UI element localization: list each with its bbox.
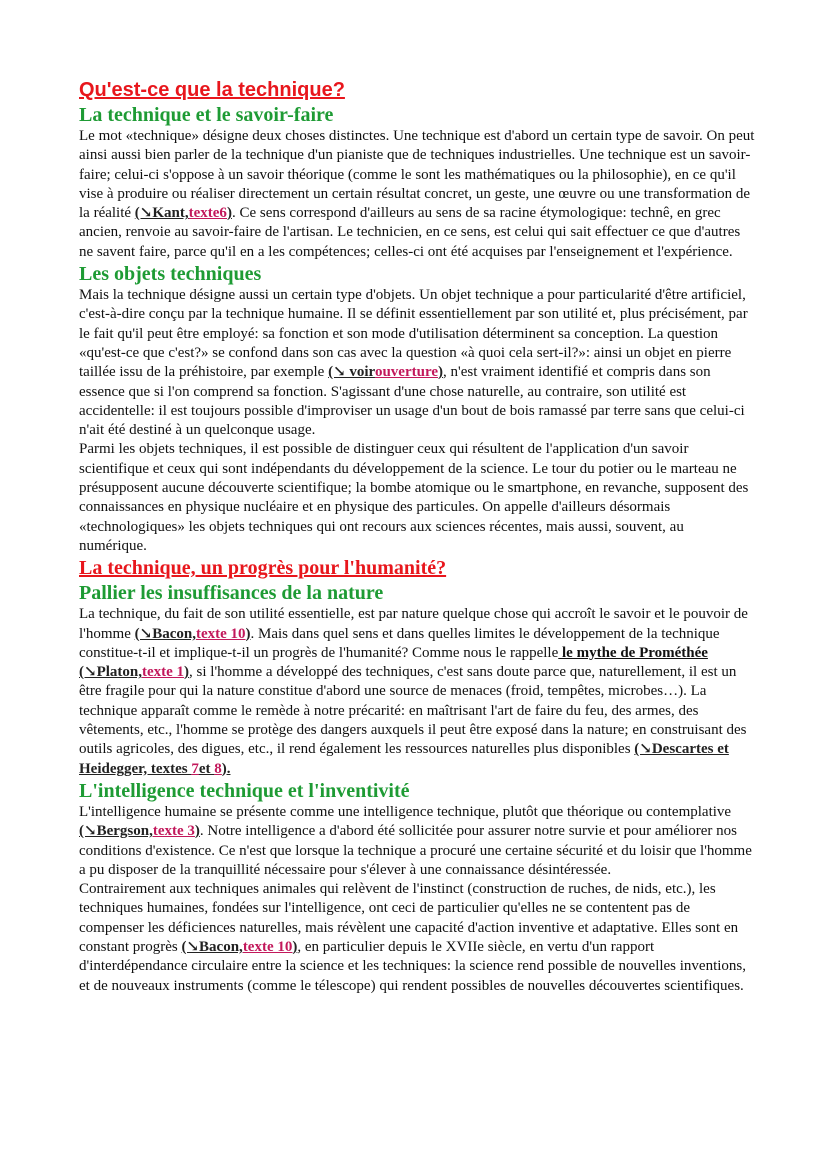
link-texte-8[interactable]: 8 <box>214 760 222 777</box>
ref-author: (↘ voir <box>328 364 375 381</box>
text: . Ce sens correspond d'ailleurs au sens de sa racine étymologique: technê, en grec ancien, renvoie au savoir-faire de l'artisan. Le technicien, en ce sens, est celui qui sait effectuer ce que d'autres ne savent faire, parce qu'il en a les compétences; celles-ci ont été acquises par l'enseignement et l'expérience. <box>79 205 741 260</box>
text: Le mot «technique» désigne deux choses distinctes. Une technique est d'abord un certain type de savoir. On peut ainsi aussi bien parler de la technique d'un pianiste que de techniques industrielles. Une technique est un savoir-faire; celui-ci s'oppose à un savoir théorique (comme le sont les mathématiques ou la philosophie), en ce qu'il vise à produire ou réaliser directement un certain résultat concret, un geste, une œuvre ou une transformation de la réalité <box>79 128 755 222</box>
subheading-objets-techniques: Les objets techniques <box>79 263 262 286</box>
reference-bergson[interactable] <box>79 823 200 839</box>
text: , si l'homme a développé des techniques, c'est sans doute parce que, naturellement, il est un être fragile pour qui la nature constitue d'abord une source de menaces (froid, tempêtes, microbes…). La technique apparaît comme le remède à notre précarité: en maîtrisant l'art de faire du feu, des armes, des vêtements, etc., l'homme se protège des dangers auxquels il peut être exposé dans la nature; en construisant des outils agricoles, des digues, etc., il rend également les ressources naturelles plus disponibles <box>79 664 747 758</box>
text: , en particulier depuis le XVIIe siècle, en vertu d'un rapport d'interdépendance circulaire entre la science et les techniques: la science rend possible de nouvelles inventions, et de nouveaux instruments (comme le télescope) qui rendent possibles de nouvelles découvertes scientifiques. <box>79 938 747 994</box>
myth-promethee[interactable]: le mythe de Prométhée <box>558 644 708 661</box>
ref-author: (↘Bacon, <box>181 938 243 955</box>
ref-close: ) <box>184 664 190 681</box>
subheading-savoir-faire: La technique et le savoir-faire <box>79 104 334 126</box>
text: . Mais dans quel sens et dans quelles limites le développement de la technique constitue-t-il et implique-t-il un progrès de l'humanité? Comme nous le rappelle <box>79 625 720 661</box>
link-texte-7[interactable]: 7 <box>191 760 199 777</box>
reference-voir-ouverture[interactable] <box>328 364 443 380</box>
ref-mid: et <box>198 760 215 777</box>
paragraph-objets-technologiques: Parmi les objets techniques, il est possible de distinguer ceux qui résultent de l'application d'un savoir scientifique et ceux qui sont indépendants du développement de la science. Le tour du potier ou le marteau ne présupposent aucune découverte scientifique; la bombe atomique ou le smartphone, en revanche, supposent des connaissances en physique nucléaire et en physique des particules. On appelle d'ailleurs désormais «technologiques» les objets techniques qui ont recours aux sciences récentes, mais aussi, souvent, au numérique. <box>79 441 749 554</box>
link-texte6[interactable]: texte6 <box>188 205 227 222</box>
text: Mais la technique désigne aussi un certain type d'objets. Un objet technique a pour particularité d'être artificiel, c'est-à-dire conçu par la technique humaine. Il se définit essentiellement par son utilité et, plus précisément, par le fait qu'il peut être employé: sa fonction et son mode d'utilisation déterminent sa conception. La question «qu'est-ce que c'est?» se confond dans son cas avec la question «à quoi cela sert-il?»: ainsi un objet en pierre taillée issu de la préhistoire, par exemple <box>79 287 748 381</box>
ref-author: (↘Descartes et Heidegger, textes <box>79 741 729 777</box>
ref-author: (↘Platon, <box>79 664 142 681</box>
heading-progres-humanite: La technique, un progrès pour l'humanité? <box>79 557 447 580</box>
link-texte-10-2[interactable]: texte 10 <box>242 938 293 955</box>
text: L'intelligence humaine se présente comme une intelligence technique, plutôt que théorique ou contemplative <box>79 803 732 820</box>
ref-close: ) <box>226 205 232 222</box>
ref-author: (↘Kant, <box>134 205 189 222</box>
reference-bacon-2[interactable] <box>181 939 297 955</box>
ref-close: ). <box>221 760 231 777</box>
paragraph-savoir-faire <box>79 127 755 262</box>
ref-close: ) <box>292 938 298 955</box>
ref-author: (↘Bergson, <box>79 823 153 840</box>
document-page <box>79 78 755 996</box>
link-texte-10[interactable]: texte 10 <box>195 625 246 642</box>
paragraph-objets-techniques <box>79 286 755 440</box>
ref-close: ) <box>438 364 443 381</box>
ref-author: (↘Bacon, <box>134 625 196 642</box>
paragraph-pallier <box>79 605 755 779</box>
subheading-intelligence-technique: L'intelligence technique et l'inventivité <box>79 779 410 802</box>
subheading-pallier-insuffisances: Pallier les insuffisances de la nature <box>79 582 384 605</box>
text: La technique, du fait de son utilité essentielle, est par nature quelque chose qui accroît le savoir et le pouvoir de l'homme <box>79 606 748 642</box>
link-ouverture[interactable]: ouverture <box>374 364 438 381</box>
text: , n'est vraiment identifié et compris dans son essence que si l'on comprend sa fonction. S'agissant d'une chose naturelle, au contraire, son utilité est accidentelle: il est toujours possible d'improviser un usage d'un bout de bois ramassé par terre sans que celui-ci n'ait été destiné à un quelconque usage. <box>79 364 745 439</box>
reference-kant[interactable] <box>135 205 232 221</box>
ref-close: ) <box>245 625 251 642</box>
ref-close: ) <box>194 823 200 840</box>
paragraph-intelligence <box>79 803 755 880</box>
text: . Notre intelligence a d'abord été sollicitée pour assurer notre survie et pour améliorer nos conditions d'existence. Ce n'est que lorsque la technique a procuré une certaine sécurité et du loisir que l'homme a pu disposer de la tranquillité nécessaire pour s'élever à une connaissance désintéressée. <box>79 823 752 878</box>
link-texte-1[interactable]: texte 1 <box>141 664 185 681</box>
text: Contrairement aux techniques animales qui relèvent de l'instinct (construction de ruches, de nids, etc.), les techniques humaines, fondées sur l'intelligence, ont ceci de particulier qu'elles ne se contentent pas de compenser les déficiences naturelles, mais révèlent une capacité d'action inventive et adaptative. Elles sont en constant progrès <box>79 881 739 955</box>
reference-platon[interactable] <box>79 664 189 680</box>
reference-bacon[interactable] <box>135 626 251 642</box>
heading-quest-ce-que-la-technique: Qu'est-ce que la technique? <box>79 79 345 101</box>
paragraph-techniques-animales <box>79 880 755 996</box>
link-texte-3[interactable]: texte 3 <box>152 823 195 840</box>
